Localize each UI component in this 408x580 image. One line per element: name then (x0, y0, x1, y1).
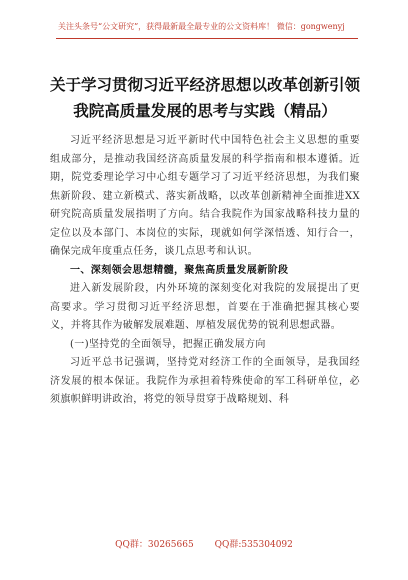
paragraph-subsection-1: 习近平总书记强调，坚持党对经济工作的全面领导，是我国经济发展的根本保证。我院作为承担着特殊使命的军工科研单位，必须旗帜鲜明讲政治，将党的领导贯穿于战略规划、科 (50, 357, 360, 405)
section-heading-1: 一、深刻领会思想精髓，聚焦高质量发展新阶段 (70, 264, 289, 276)
footer-contacts (0, 537, 408, 550)
footer-qq-group-1: QQ群：30265665 (115, 540, 194, 550)
document-body (50, 132, 360, 410)
subsection-heading-1: (一)坚持党的全面领导，把握正确发展方向 (70, 338, 266, 350)
header-divider (56, 38, 358, 39)
paragraph-section-1: 进入新发展阶段，内外环境的深刻变化对我院的发展提出了更高要求。学习贯彻习近平经济思想，首要在于准确把握其核心要义，并将其作为破解发展难题、厚植发展优势的锐利思想武器。 (50, 283, 360, 331)
header-notice: 关注头条号“公文研究”，获得最新最全最专业的公文资料库！ 微信：gongwenyj (58, 22, 345, 31)
footer-qq-group-2: QQ群:535304092 (214, 540, 293, 550)
paragraph-intro: 习近平经济思想是习近平新时代中国特色社会主义思想的重要组成部分，是推动我国经济高质量发展的科学指南和根本遵循。近期，院党委理论学习中心组专题学习了习近平经济思想，为我们聚焦新阶段、建立新模式、落实新战略，以改革创新精神全面推进XX研究院高质量发展指明了方向。结合我院作为国家战略科技力量的定位以及本部门、本岗位的实际，现就如何学深悟透、知行合一，确保完成年度重点任务，谈几点思考和认识。 (50, 135, 360, 257)
document-title: 关于学习贯彻习近平经济思想以改革创新引领我院高质量发展的思考与实践（精品） (50, 76, 361, 120)
